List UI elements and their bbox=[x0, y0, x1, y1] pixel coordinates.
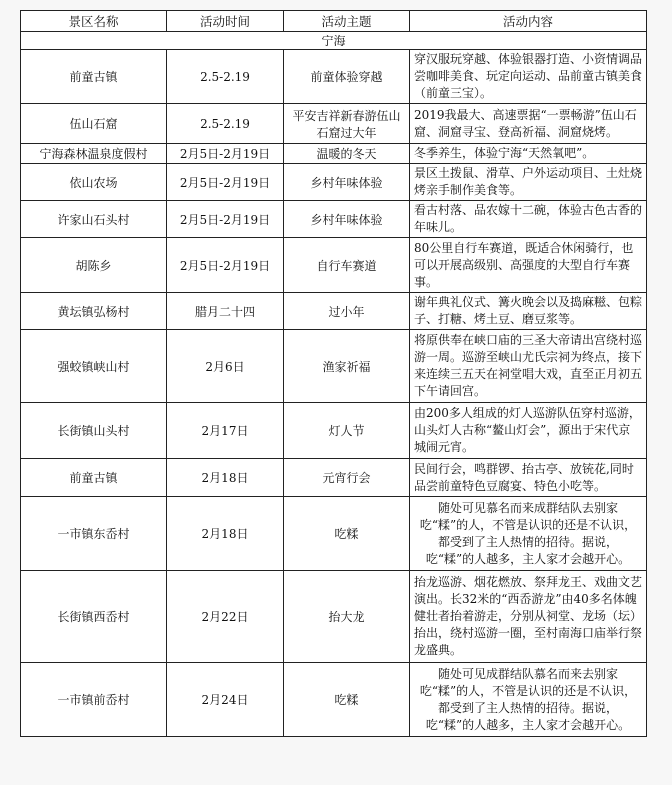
table-row bbox=[21, 663, 647, 737]
cell-name: 胡陈乡 bbox=[21, 238, 167, 293]
cell-theme: 乡村年味体验 bbox=[284, 201, 410, 238]
activity-table bbox=[20, 10, 647, 737]
cell-content: 冬季养生，体验宁海“天然氧吧”。 bbox=[410, 144, 647, 164]
cell-name: 长街镇西岙村 bbox=[21, 571, 167, 663]
cell-time: 2月5日-2月19日 bbox=[167, 238, 284, 293]
header-theme: 活动主题 bbox=[284, 11, 410, 32]
table-row bbox=[21, 201, 647, 238]
cell-content: 随处可见慕名而来成群结队去别家吃“糅”的人，不管是认识的还是不认识，都受到了主人热情的招待。据说，吃“糅”的人越多，主人家才会越开心。 bbox=[410, 497, 647, 571]
cell-name: 黄坛镇弘杨村 bbox=[21, 293, 167, 330]
cell-time: 2月18日 bbox=[167, 497, 284, 571]
table-row bbox=[21, 459, 647, 497]
header-content: 活动内容 bbox=[410, 11, 647, 32]
region-row bbox=[21, 32, 647, 50]
header-row bbox=[21, 11, 647, 32]
cell-time: 2月5日-2月19日 bbox=[167, 164, 284, 201]
table-row bbox=[21, 330, 647, 403]
table-row bbox=[21, 497, 647, 571]
cell-content: 2019我最大、高速票据“一票畅游”伍山石窟、洞窟寻宝、登高祈福、洞窟烧烤。 bbox=[410, 104, 647, 144]
cell-content: 看古村落、品农嫁十二碗，体验古色古香的年味儿。 bbox=[410, 201, 647, 238]
cell-time: 腊月二十四 bbox=[167, 293, 284, 330]
cell-content: 抬龙巡游、烟花燃放、祭拜龙王、戏曲文艺演出。长32米的“西岙游龙”由40多名体魄健壮者抬着游走，分别从祠堂、龙场（坛）抬出，绕村巡游一圈，至村南海口庙举行祭龙盛典。 bbox=[410, 571, 647, 663]
cell-name: 前童古镇 bbox=[21, 459, 167, 497]
cell-theme: 渔家祈福 bbox=[284, 330, 410, 403]
cell-content: 穿汉服玩穿越、体验银器打造、小资情调品尝咖啡美食、玩定向运动、品前童古镇美食（前童三宝）。 bbox=[410, 50, 647, 104]
table-row bbox=[21, 144, 647, 164]
cell-theme: 吃糅 bbox=[284, 663, 410, 737]
cell-name: 前童古镇 bbox=[21, 50, 167, 104]
cell-content: 80公里自行车赛道，既适合休闲骑行，也可以开展高级别、高强度的大型自行车赛事。 bbox=[410, 238, 647, 293]
cell-theme: 自行车赛道 bbox=[284, 238, 410, 293]
activity-table-sheet bbox=[20, 10, 646, 737]
cell-theme: 抬大龙 bbox=[284, 571, 410, 663]
table-row bbox=[21, 104, 647, 144]
cell-theme: 灯人节 bbox=[284, 403, 410, 459]
cell-name: 宁海森林温泉度假村 bbox=[21, 144, 167, 164]
cell-time: 2月5日-2月19日 bbox=[167, 201, 284, 238]
cell-theme: 温暖的冬天 bbox=[284, 144, 410, 164]
cell-theme: 吃糅 bbox=[284, 497, 410, 571]
cell-name: 依山农场 bbox=[21, 164, 167, 201]
table-row bbox=[21, 571, 647, 663]
cell-name: 强蛟镇峡山村 bbox=[21, 330, 167, 403]
cell-name: 一市镇前岙村 bbox=[21, 663, 167, 737]
cell-theme: 过小年 bbox=[284, 293, 410, 330]
cell-time: 2月6日 bbox=[167, 330, 284, 403]
cell-time: 2.5-2.19 bbox=[167, 50, 284, 104]
cell-time: 2月5日-2月19日 bbox=[167, 144, 284, 164]
cell-time: 2.5-2.19 bbox=[167, 104, 284, 144]
region-label: 宁海 bbox=[21, 32, 647, 50]
cell-content: 民间行会，鸣群锣、抬古亭、放铳花,同时品尝前童特色豆腐宴、特色小吃等。 bbox=[410, 459, 647, 497]
cell-name: 长街镇山头村 bbox=[21, 403, 167, 459]
cell-content: 将原供奉在峡口庙的三圣大帝请出宫绕村巡游一周。巡游至峡山尤氏宗祠为终点，接下来连续三五天在祠堂唱大戏，直至正月初五下午请回宫。 bbox=[410, 330, 647, 403]
cell-name: 一市镇东岙村 bbox=[21, 497, 167, 571]
header-name: 景区名称 bbox=[21, 11, 167, 32]
cell-time: 2月17日 bbox=[167, 403, 284, 459]
cell-theme: 平安吉祥新春游伍山石窟过大年 bbox=[284, 104, 410, 144]
cell-time: 2月18日 bbox=[167, 459, 284, 497]
cell-content: 谢年典礼仪式、篝火晚会以及捣麻糍、包粽子、打糖、烤土豆、磨豆浆等。 bbox=[410, 293, 647, 330]
header-time: 活动时间 bbox=[167, 11, 284, 32]
table-row bbox=[21, 164, 647, 201]
cell-name: 许家山石头村 bbox=[21, 201, 167, 238]
table-row bbox=[21, 50, 647, 104]
cell-theme: 元宵行会 bbox=[284, 459, 410, 497]
cell-name: 伍山石窟 bbox=[21, 104, 167, 144]
cell-content: 由200多人组成的灯人巡游队伍穿村巡游，山头灯人古称“鳌山灯会”，源出于宋代京城闹元宵。 bbox=[410, 403, 647, 459]
cell-content: 随处可见成群结队慕名而来去别家吃“糅”的人，不管是认识的还是不认识，都受到了主人热情的招待。据说，吃“糅”的人越多，主人家才会越开心。 bbox=[410, 663, 647, 737]
cell-theme: 乡村年味体验 bbox=[284, 164, 410, 201]
table-row bbox=[21, 293, 647, 330]
cell-time: 2月24日 bbox=[167, 663, 284, 737]
cell-theme: 前童体验穿越 bbox=[284, 50, 410, 104]
cell-content: 景区土拨鼠、滑草、户外运动项目、土灶烧烤亲手制作美食等。 bbox=[410, 164, 647, 201]
table-row bbox=[21, 403, 647, 459]
cell-time: 2月22日 bbox=[167, 571, 284, 663]
table-row bbox=[21, 238, 647, 293]
